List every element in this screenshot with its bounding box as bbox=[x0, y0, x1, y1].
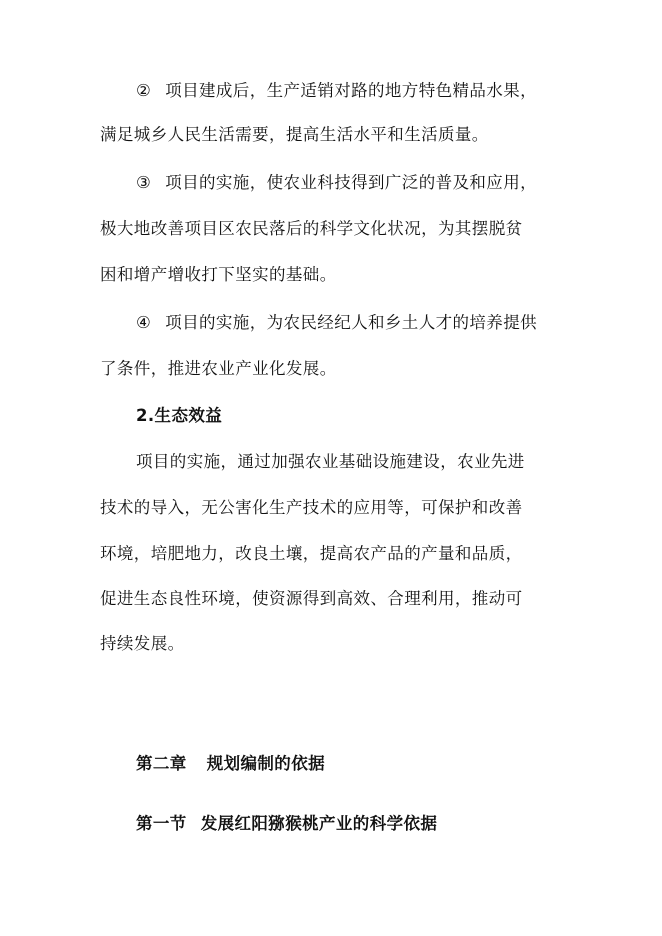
ecology-paragraph-line-1: 项目的实施，通过加强农业基础设施建设，农业先进 bbox=[136, 452, 525, 471]
circled-number-4: ④ bbox=[136, 313, 152, 332]
section-title bbox=[136, 813, 437, 835]
ecology-paragraph-line-3: 环境，培肥地力，改良土壤，提高农产品的产量和品质， bbox=[100, 544, 523, 563]
section-title-text: 发展红阳猕猴桃产业的科学依据 bbox=[200, 814, 438, 833]
paragraph-3-line-2: 极大地改善项目区农民落后的科学文化状况，为其摆脱贫 bbox=[100, 219, 523, 238]
ecology-paragraph-line-5: 持续发展。 bbox=[100, 634, 185, 653]
paragraph-4-line-1: ④ 项目的实施，为农民经纪人和乡土人才的培养提供 bbox=[136, 313, 538, 332]
paragraph-2-line-2: 满足城乡人民生活需要，提高生活水平和生活质量。 bbox=[100, 125, 489, 144]
section-label: 第一节 bbox=[136, 814, 187, 833]
chapter-title: 规划编制的依据 bbox=[206, 754, 326, 773]
paragraph-3-line-3: 困和增产增收打下坚实的基础。 bbox=[100, 265, 337, 284]
chapter-heading bbox=[136, 753, 325, 775]
circled-number-3: ③ bbox=[136, 173, 152, 192]
paragraph-4-line-2: 了条件，推进农业产业化发展。 bbox=[100, 359, 337, 378]
circled-number-2: ② bbox=[136, 81, 152, 100]
ecology-paragraph-line-4: 促进生态良性环境，使资源得到高效、合理利用，推动可 bbox=[100, 589, 523, 608]
ecology-paragraph-line-2: 技术的导入，无公害化生产技术的应用等，可保护和改善 bbox=[100, 498, 523, 517]
section-heading-ecology: 2.生态效益 bbox=[136, 406, 223, 425]
chapter-label: 第二章 bbox=[136, 754, 187, 773]
paragraph-3-line-1: ③ 项目的实施，使农业科技得到广泛的普及和应用， bbox=[136, 173, 538, 192]
paragraph-2-line-1: ② 项目建成后，生产适销对路的地方特色精品水果， bbox=[136, 81, 538, 100]
